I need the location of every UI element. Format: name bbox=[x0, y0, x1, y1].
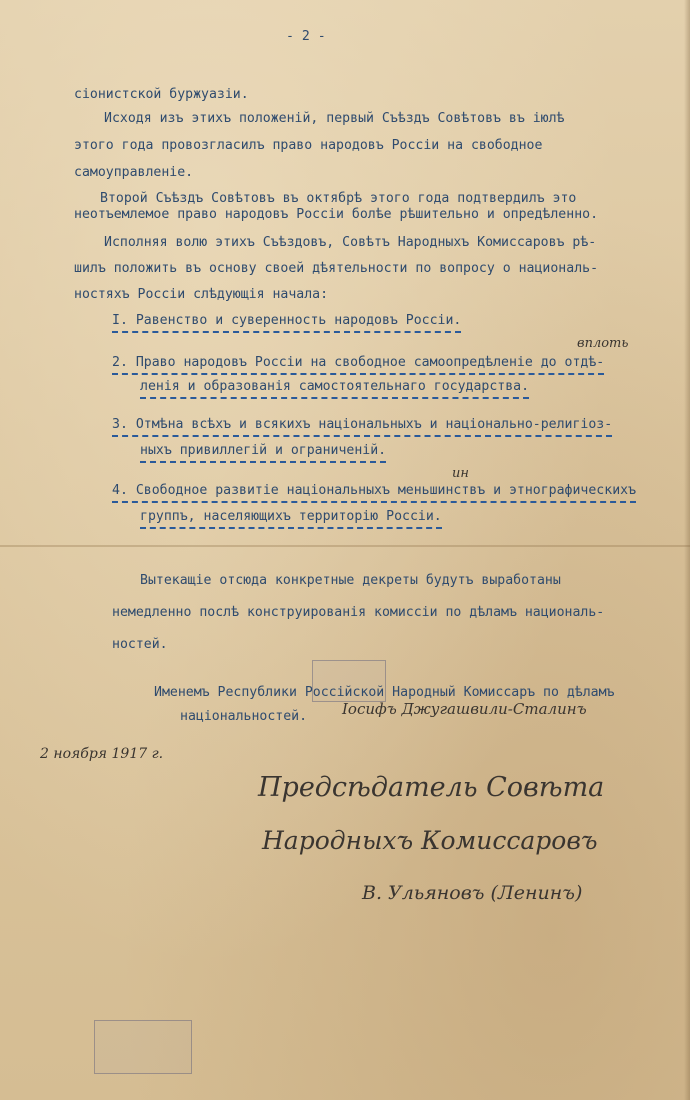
closing-line-2: немедленно послѣ конструированія комиссіи по дѣламъ националь- bbox=[112, 605, 605, 620]
chairman-line-2: Народныхъ Комиссаровъ bbox=[262, 826, 598, 855]
handwritten-date: 2 ноября 1917 г. bbox=[40, 746, 164, 762]
closing-line-1: Вытекащіе отсюда конкретные декреты будутъ выработаны bbox=[140, 573, 561, 588]
handwritten-insert-vplot: вплоть bbox=[577, 336, 629, 351]
handwritten-insert-in: ин bbox=[452, 466, 469, 481]
point-1: I. Равенство и суверенность народовъ Россіи. bbox=[112, 312, 461, 333]
point-3-line-1: 3. Отмѣна всѣхъ и всякихъ національныхъ и національно-религіоз- bbox=[112, 416, 612, 437]
point-4-line-2: группъ, населяющихъ территорію Россіи. bbox=[140, 508, 442, 529]
text-line-2: Исходя изъ этихъ положеній, первый Съѣздъ Совѣтовъ въ іюлѣ bbox=[104, 111, 565, 126]
signature-line-1: Именемъ Республики Россійской Народный Комиссаръ по дѣламъ bbox=[154, 685, 615, 700]
signature-line-2: національностей. bbox=[180, 709, 308, 724]
stalin-signature: Іосифъ Джугашвили-Сталинъ bbox=[342, 700, 587, 718]
text-line-5: Второй Съѣздъ Совѣтовъ въ октябрѣ этого года подтвердилъ это bbox=[100, 191, 577, 206]
text-line-3: этого года провозгласилъ право народовъ Россіи на свободное bbox=[74, 138, 543, 153]
closing-line-3: ностей. bbox=[112, 637, 168, 652]
chairman-line-1: Предсѣдатель Совѣта bbox=[258, 772, 605, 803]
point-2-line-1: 2. Право народовъ Россіи на свободное самоопредѣленіе до отдѣ- bbox=[112, 354, 604, 375]
point-2-line-2: ленія и образованія самостоятельнаго государства. bbox=[140, 378, 529, 399]
text-line-9: ностяхъ Россіи слѣдующія начала: bbox=[74, 287, 329, 302]
text-line-1: сіонистской буржуазіи. bbox=[74, 87, 249, 102]
faint-stamp-lower bbox=[94, 1020, 192, 1074]
point-4-line-1: 4. Свободное развитіе національныхъ меньшинствъ и этнографическихъ bbox=[112, 482, 636, 503]
text-line-4: самоуправленіе. bbox=[74, 165, 194, 180]
paper-edge-shadow bbox=[684, 0, 690, 1100]
text-line-7: Исполняя волю этихъ Съѣздовъ, Совѣтъ Народныхъ Комиссаровъ рѣ- bbox=[104, 235, 597, 250]
point-3-line-2: ныхъ привиллегій и ограниченій. bbox=[140, 442, 386, 463]
text-line-8: шилъ положить въ основу своей дѣятельности по вопросу о националь- bbox=[74, 261, 599, 276]
lenin-signature: В. Ульяновъ (Ленинъ) bbox=[362, 882, 583, 904]
paper-fold bbox=[0, 545, 690, 547]
text-line-6: неотъемлемое право народовъ Россіи болѣе рѣшительно и опредѣленно. bbox=[74, 207, 599, 222]
page-number: - 2 - bbox=[286, 29, 326, 44]
